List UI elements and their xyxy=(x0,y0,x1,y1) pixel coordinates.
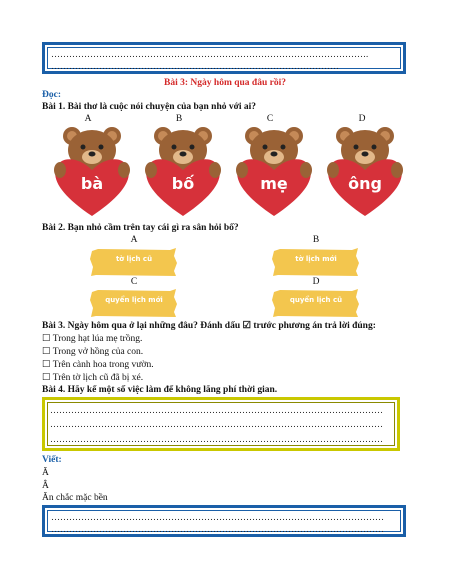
bear-heart-icon xyxy=(143,124,223,218)
tape-option-d[interactable] xyxy=(272,288,360,318)
bear-heart-icon xyxy=(234,124,314,218)
answer-line[interactable]: …………………………………………………………………………………… xyxy=(51,61,339,71)
option-letter: A xyxy=(130,235,138,245)
checkbox-option[interactable]: ☐ Trên tờ lịch cũ đã bị xé. xyxy=(42,373,144,383)
checkbox-option[interactable]: ☐ Trong vở hồng của con. xyxy=(42,347,144,357)
answer-line[interactable]: ………………………………………………………………………………………………… xyxy=(50,405,383,415)
question-3: Bài 3. Ngày hôm qua ở lại những đâu? Đánh dấu ☑ trước phương án trả lời đúng: xyxy=(42,321,376,331)
bear-heart-icon xyxy=(52,124,132,218)
option-letter: B xyxy=(175,114,183,124)
write-line: Â xyxy=(42,481,49,491)
question-2: Bài 2. Bạn nhỏ cầm trên tay cái gì ra sân hỏi bố? xyxy=(42,223,239,233)
option-letter: D xyxy=(312,277,320,287)
option-letter: C xyxy=(266,114,274,124)
answer-line[interactable]: ………………………………………………………………………………………………… xyxy=(51,512,384,522)
checkbox-option[interactable]: ☐ Trong hạt lúa mẹ trồng. xyxy=(42,334,143,344)
bear-heart-option-d[interactable] xyxy=(325,124,405,218)
answer-line[interactable]: ………………………………………………………………………………………………… xyxy=(50,419,383,429)
option-word: ông xyxy=(348,174,382,193)
option-word: bà xyxy=(80,174,104,193)
top-answer-box xyxy=(42,42,406,74)
bear-heart-option-b[interactable] xyxy=(143,124,223,218)
option-letter: A xyxy=(84,114,92,124)
bear-heart-option-c[interactable] xyxy=(234,124,314,218)
question-4: Bài 4. Hãy kể một số việc làm để không lãng phí thời gian. xyxy=(42,385,278,395)
tape-option-a[interactable] xyxy=(90,247,178,277)
question-1: Bài 1. Bài thơ là cuộc nói chuyện của bạn nhỏ với ai? xyxy=(42,102,257,112)
answer-line[interactable]: ………………………………………………………………………………………………… xyxy=(51,524,384,534)
option-letter: D xyxy=(358,114,366,124)
lesson-title: Bài 3: Ngày hôm qua đâu rồi? xyxy=(164,78,286,88)
bear-heart-icon xyxy=(325,124,405,218)
answer-line[interactable]: ……………………………………………………………………………………………. xyxy=(51,49,369,59)
write-line: Ă xyxy=(42,468,49,478)
bear-heart-option-a[interactable] xyxy=(52,124,132,218)
option-letter: C xyxy=(130,277,138,287)
option-word: bố xyxy=(171,174,195,193)
option-word: quyển lịch cũ xyxy=(289,296,343,304)
option-word: tờ lịch mới xyxy=(295,255,337,263)
option-word: mẹ xyxy=(260,174,288,193)
option-letter: B xyxy=(312,235,320,245)
option-word: tờ lịch cũ xyxy=(115,255,153,263)
option-word: quyển lịch mới xyxy=(105,296,163,304)
answer-line[interactable]: ………………………………………………………………………………………………… xyxy=(50,434,383,444)
checkbox-option[interactable]: ☐ Trên cành hoa trong vườn. xyxy=(42,360,154,370)
q4-answer-box xyxy=(42,397,400,451)
tape-option-b[interactable] xyxy=(272,247,360,277)
write-line: Ăn chắc mặc bền xyxy=(42,493,108,503)
bottom-answer-box xyxy=(42,505,406,537)
tape-option-c[interactable] xyxy=(90,288,178,318)
write-heading: Viết: xyxy=(42,455,62,465)
read-heading: Đọc: xyxy=(42,90,61,100)
